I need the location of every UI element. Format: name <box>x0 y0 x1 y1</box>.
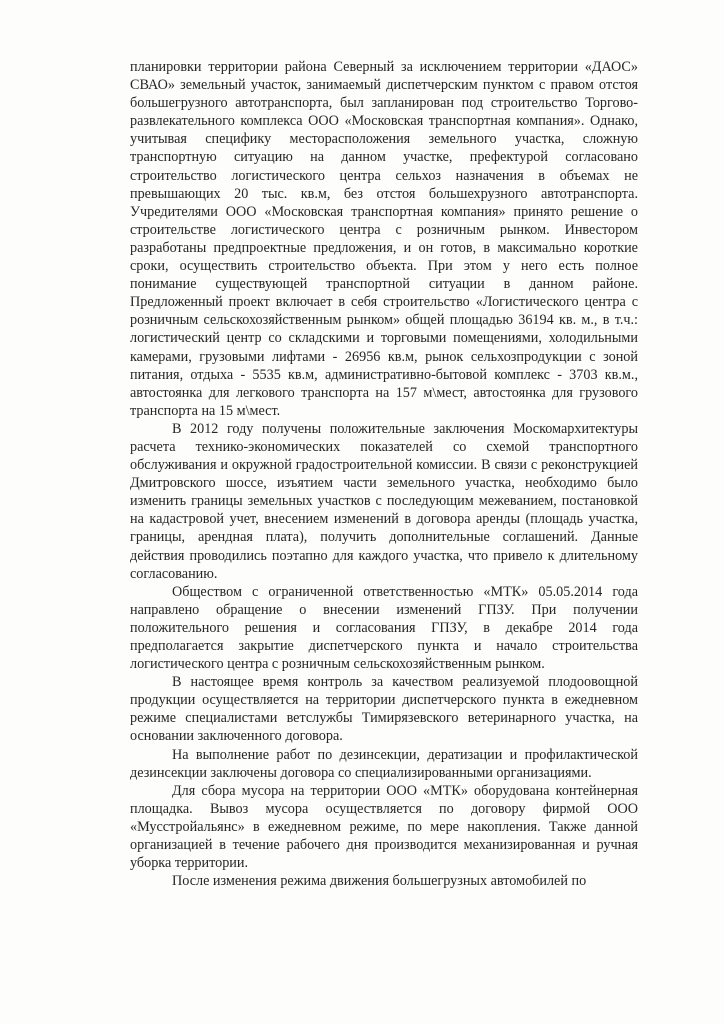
paragraph-mtk-appeal: Обществом с ограниченной ответственностью «МТК» 05.05.2014 года направлено обращение о внесении изменений ГПЗУ. При получении положительного решения и согласования ГПЗУ, в декабре 2014 года предполагается закрытие диспетчерского пункта и начало строительства логистического центра с розничным сельскохозяйственным рынком. <box>130 583 638 673</box>
paragraph-traffic-change: После изменения режима движения большегрузных автомобилей по <box>172 873 587 890</box>
paragraph-approvals-2012: В 2012 году получены положительные заключения Москомархитектуры расчета технико-экономических показателей со схемой транспортного обслуживания и окружной градостроительной комиссии. В связи с реконструкцией Дмитровского шоссе, изъятием части земельного участка, необходимо было изменить границы земельных участков с последующим межеванием, постановкой на кадастровой учет, внесением изменений в договора аренды (площадь участка, границы, арендная плата), получить дополнительные соглашений. Данные действия проводились поэтапно для каждого участка, что привело к длительному согласованию. <box>130 420 638 582</box>
paragraph-district-plan: планировки территории района Северный за исключением территории «ДАОС» СВАО» земельный участок, занимаемый диспетчерским пунктом с правом отстоя большегрузного автотранспорта, был запланирован под строительство Торгово-развлекательного комплекса ООО «Московская транспортная компания». Однако, учитывая специфику месторасположения земельного участка, сложную транспортную ситуацию на данном участке, префектурой согласовано строительство логистического центра сельхоз назначения в объемах не превышающих 20 тыс. кв.м, без отстоя большехрузного автотранспорта. Учредителями ООО «Московская транспортная компания» принято решение о строительстве логистического центра с розничным рынком. Инвестором разработаны предпроектные предложения, и он готов, в максимально короткие сроки, осуществить строительство объекта. При этом у него есть полное понимание существующей транспортной ситуации в данном районе. Предложенный проект включает в себя строительство «Логистического центра с розничным сельскохозяйственным рынком» общей площадью 36194 кв. м., в т.ч.: логистический центр со складскими и торговыми помещениями, холодильными камерами, грузовыми лифтами - 26956 кв.м, рынок сельхозпродукции с зоной питания, отдыха - 5535 кв.м, административно-бытовой комплекс - 3703 кв.м., автостоянка для легкового транспорта на 157 м\мест, автостоянка для грузового транспорта на 15 м\мест. <box>130 59 638 419</box>
document-body <box>130 58 638 890</box>
paragraph-waste-collection: Для сбора мусора на территории ООО «МТК» оборудована контейнерная площадка. Вывоз мусора осуществляется по договору фирмой ООО «Мусстройальянс» в ежедневном режиме, по мере накопления. Также данной организацией в течение рабочего дня производится механизированная и ручная уборка территории. <box>130 782 638 872</box>
paragraph-disinsection: На выполнение работ по дезинсекции, дератизации и профилактической дезинсекции заключены договора со специализированными организациями. <box>130 746 638 781</box>
paragraph-quality-control: В настоящее время контроль за качеством реализуемой плодоовощной продукции осуществляется на территории диспетчерского пункта в ежедневном режиме специалистами ветслужбы Тимирязевского ветеринарного участка, на основании заключенного договора. <box>130 674 638 745</box>
